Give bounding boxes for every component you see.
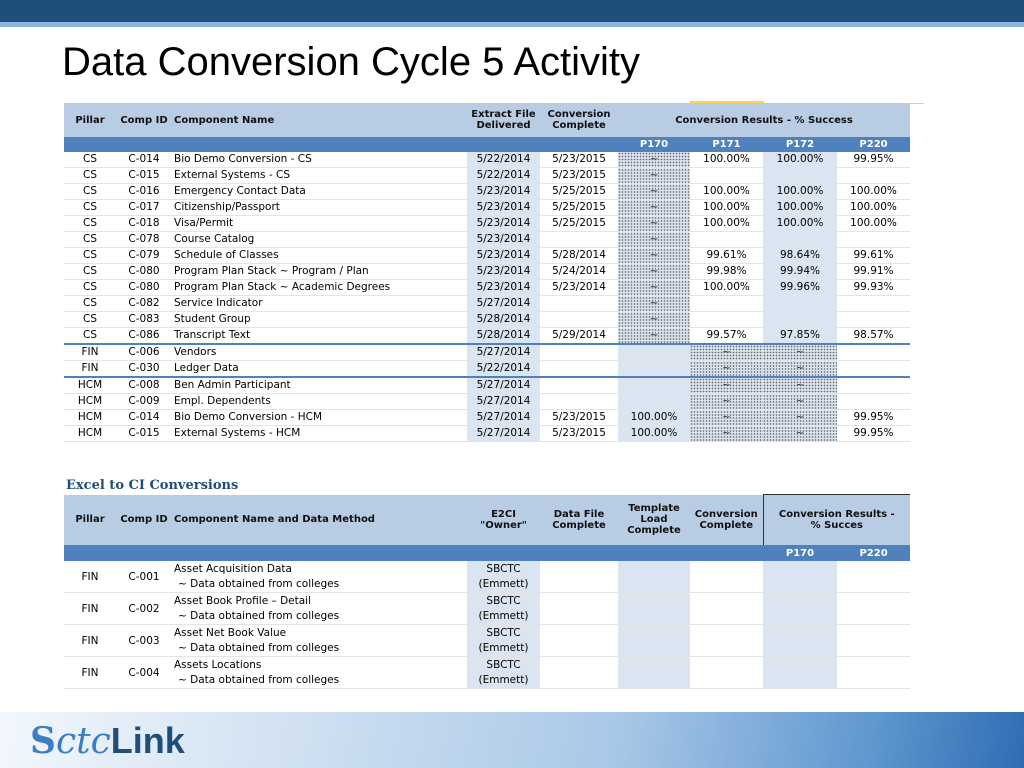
cell-pillar: FIN (64, 344, 116, 361)
cell-comp: C-014 (116, 410, 172, 426)
cell-p220: 99.95% (837, 410, 910, 426)
cell-conversion: 5/25/2015 (540, 216, 618, 232)
table-edge-line (908, 103, 924, 104)
table-row (64, 344, 910, 361)
cell-conversion (540, 312, 618, 328)
cell-p171: 100.00% (690, 200, 763, 216)
data-method: ~ Data obtained from colleges (178, 673, 340, 686)
col-header-owner: E2CI "Owner" (467, 495, 540, 546)
cell-comp: C-002 (116, 593, 172, 625)
cell-owner: SBCTC (Emmett) (467, 625, 540, 657)
cell-p170: ~ (618, 152, 690, 168)
cell-conversion: 5/23/2015 (540, 152, 618, 168)
cell-extract: 5/27/2014 (467, 344, 540, 361)
cell-conversion: 5/23/2015 (540, 426, 618, 442)
cell-p220 (837, 377, 910, 394)
cell-p172 (763, 168, 837, 184)
cell-p170: ~ (618, 312, 690, 328)
cell-p172: 100.00% (763, 184, 837, 200)
cell-extract: 5/23/2014 (467, 216, 540, 232)
cell-pillar: HCM (64, 377, 116, 394)
cell-p220: 98.57% (837, 328, 910, 345)
cell-p220 (837, 344, 910, 361)
cell-p172: 99.94% (763, 264, 837, 280)
cell-conversion (540, 361, 618, 378)
cell-extract: 5/27/2014 (467, 426, 540, 442)
cell-name: Bio Demo Conversion - CS (172, 152, 467, 168)
cell-p170: ~ (618, 232, 690, 248)
cell-p220 (837, 394, 910, 410)
cell-p171: ~ (690, 394, 763, 410)
cell-conversion: 5/23/2015 (540, 410, 618, 426)
table-row (64, 296, 910, 312)
excel-to-ci-table (64, 477, 910, 689)
cell-conversion (540, 377, 618, 394)
cell-p170: ~ (618, 184, 690, 200)
cell-data-file (540, 625, 618, 657)
cell-name: Course Catalog (172, 232, 467, 248)
cell-pillar: CS (64, 280, 116, 296)
cell-name: Citizenship/Passport (172, 200, 467, 216)
col-header-extract-file: Extract File Delivered (467, 103, 540, 137)
cell-p170 (763, 593, 837, 625)
cell-conversion: 5/24/2014 (540, 264, 618, 280)
cell-comp: C-079 (116, 248, 172, 264)
cell-p171 (690, 232, 763, 248)
cell-comp: C-030 (116, 361, 172, 378)
cell-pillar: CS (64, 248, 116, 264)
cell-template-load (618, 657, 690, 689)
cell-p172: ~ (763, 377, 837, 394)
cell-comp: C-008 (116, 377, 172, 394)
col-header-pillar: Pillar (64, 495, 116, 546)
cell-comp: C-083 (116, 312, 172, 328)
cell-name: External Systems - HCM (172, 426, 467, 442)
table-row (64, 200, 910, 216)
cell-p220 (837, 168, 910, 184)
cell-owner: SBCTC (Emmett) (467, 657, 540, 689)
component-name: Asset Book Profile – Detail (174, 594, 312, 607)
cell-p170: ~ (618, 280, 690, 296)
cell-name: Empl. Dependents (172, 394, 467, 410)
cell-p220: 99.95% (837, 152, 910, 168)
cell-name: Emergency Contact Data (172, 184, 467, 200)
slide-title: Data Conversion Cycle 5 Activity (62, 40, 641, 84)
cell-p171: ~ (690, 344, 763, 361)
cell-name: Program Plan Stack ~ Academic Degrees (172, 280, 467, 296)
cell-p170 (763, 625, 837, 657)
cell-data-file (540, 561, 618, 593)
cell-comp: C-080 (116, 264, 172, 280)
cell-pillar: FIN (64, 361, 116, 378)
cell-p170 (618, 344, 690, 361)
table-row (64, 361, 910, 378)
cell-pillar: FIN (64, 625, 116, 657)
header-band (64, 137, 618, 152)
cell-p220: 99.61% (837, 248, 910, 264)
cell-p170: ~ (618, 328, 690, 345)
cell-p220 (837, 296, 910, 312)
cell-name: Service Indicator (172, 296, 467, 312)
col-header-component-method: Component Name and Data Method (172, 495, 467, 546)
cell-name: Transcript Text (172, 328, 467, 345)
cell-conversion (690, 593, 763, 625)
cell-comp: C-078 (116, 232, 172, 248)
cell-p170: ~ (618, 216, 690, 232)
cell-name: Bio Demo Conversion - HCM (172, 410, 467, 426)
cell-comp: C-082 (116, 296, 172, 312)
cell-comp: C-014 (116, 152, 172, 168)
logo-text-link: Link (110, 720, 185, 761)
cell-conversion (540, 232, 618, 248)
cell-name: Vendors (172, 344, 467, 361)
col-header-pillar: Pillar (64, 103, 116, 137)
cell-p220 (837, 657, 910, 689)
cell-pillar: FIN (64, 561, 116, 593)
ctclink-logo (30, 720, 185, 762)
period-header: P171 (690, 137, 763, 152)
cell-p172: 100.00% (763, 216, 837, 232)
cell-comp: C-017 (116, 200, 172, 216)
table-row (64, 410, 910, 426)
cell-p220 (837, 593, 910, 625)
data-method: ~ Data obtained from colleges (178, 609, 340, 622)
cell-p172: ~ (763, 394, 837, 410)
cell-p170: ~ (618, 200, 690, 216)
header-band (64, 545, 763, 561)
cell-p171: 100.00% (690, 184, 763, 200)
cell-name: Visa/Permit (172, 216, 467, 232)
cell-comp: C-016 (116, 184, 172, 200)
cell-conversion: 5/29/2014 (540, 328, 618, 345)
cell-pillar: CS (64, 200, 116, 216)
cell-name (172, 625, 467, 657)
cell-pillar: CS (64, 216, 116, 232)
data-method: ~ Data obtained from colleges (178, 641, 340, 654)
cell-comp: C-018 (116, 216, 172, 232)
cell-pillar: CS (64, 296, 116, 312)
table-row (64, 216, 910, 232)
table-row (64, 264, 910, 280)
table-row (64, 377, 910, 394)
cell-name: Program Plan Stack ~ Program / Plan (172, 264, 467, 280)
cell-name: Ledger Data (172, 361, 467, 378)
logo-text-ctc: ctc (56, 721, 111, 762)
cell-p171: 99.98% (690, 264, 763, 280)
cell-p220 (837, 561, 910, 593)
cell-template-load (618, 561, 690, 593)
cell-conversion: 5/25/2015 (540, 200, 618, 216)
table-row (64, 561, 910, 593)
cell-p170 (618, 394, 690, 410)
cell-extract: 5/27/2014 (467, 394, 540, 410)
cell-p220 (837, 625, 910, 657)
cell-template-load (618, 593, 690, 625)
table-row (64, 657, 910, 689)
cell-name: Schedule of Classes (172, 248, 467, 264)
cell-p170: ~ (618, 168, 690, 184)
cell-p220: 100.00% (837, 216, 910, 232)
cell-comp: C-015 (116, 168, 172, 184)
cell-comp: C-006 (116, 344, 172, 361)
cell-extract: 5/23/2014 (467, 264, 540, 280)
cell-p170 (618, 377, 690, 394)
component-name: Assets Locations (174, 658, 262, 671)
top-bar (0, 0, 1024, 22)
cell-comp: C-009 (116, 394, 172, 410)
cell-p172 (763, 232, 837, 248)
table-row (64, 248, 910, 264)
cell-comp: C-001 (116, 561, 172, 593)
cell-p220: 99.95% (837, 426, 910, 442)
cell-name: Student Group (172, 312, 467, 328)
cell-conversion (540, 394, 618, 410)
cell-p171: 99.61% (690, 248, 763, 264)
cell-template-load (618, 625, 690, 657)
cell-name (172, 657, 467, 689)
cell-extract: 5/22/2014 (467, 361, 540, 378)
col-header-data-file: Data File Complete (540, 495, 618, 546)
cell-p172: ~ (763, 344, 837, 361)
cell-p171 (690, 296, 763, 312)
cell-p220: 100.00% (837, 184, 910, 200)
cell-name: Ben Admin Participant (172, 377, 467, 394)
cell-p220: 100.00% (837, 200, 910, 216)
cell-p171: 99.57% (690, 328, 763, 345)
cell-comp: C-003 (116, 625, 172, 657)
cell-conversion (690, 625, 763, 657)
top-bar-stripe (0, 22, 1024, 27)
col-header-conversion-results: Conversion Results - % Succes (763, 495, 910, 546)
cell-p171: ~ (690, 361, 763, 378)
cell-p170: ~ (618, 296, 690, 312)
col-header-conversion-complete: Conversion Complete (690, 495, 763, 546)
cell-comp: C-080 (116, 280, 172, 296)
cell-conversion: 5/23/2015 (540, 168, 618, 184)
period-header: P172 (763, 137, 837, 152)
cell-pillar: CS (64, 264, 116, 280)
col-header-component-name: Component Name (172, 103, 467, 137)
cell-conversion: 5/25/2015 (540, 184, 618, 200)
conversion-results-table (64, 103, 910, 442)
cell-owner: SBCTC (Emmett) (467, 561, 540, 593)
cell-p171: 100.00% (690, 152, 763, 168)
col-header-template-load: Template Load Complete (618, 495, 690, 546)
cell-p170: ~ (618, 264, 690, 280)
period-header: P170 (618, 137, 690, 152)
cell-p171: 100.00% (690, 280, 763, 296)
table-row (64, 152, 910, 168)
cell-name (172, 561, 467, 593)
cell-extract: 5/28/2014 (467, 312, 540, 328)
logo-mark-icon: S (30, 720, 56, 762)
cell-conversion (690, 657, 763, 689)
table-row (64, 593, 910, 625)
cell-conversion: 5/23/2014 (540, 280, 618, 296)
col-header-conversion-results: Conversion Results - % Success (618, 103, 910, 137)
table-row (64, 312, 910, 328)
col-header-comp-id: Comp ID (116, 103, 172, 137)
cell-conversion: 5/28/2014 (540, 248, 618, 264)
cell-pillar: FIN (64, 657, 116, 689)
component-name: Asset Net Book Value (174, 626, 287, 639)
cell-p171 (690, 312, 763, 328)
data-method: ~ Data obtained from colleges (178, 577, 340, 590)
cell-name (172, 593, 467, 625)
cell-conversion (540, 344, 618, 361)
cell-extract: 5/28/2014 (467, 328, 540, 345)
cell-extract: 5/23/2014 (467, 248, 540, 264)
component-name: Asset Acquisition Data (174, 562, 292, 575)
cell-comp: C-086 (116, 328, 172, 345)
cell-p170: ~ (618, 248, 690, 264)
cell-extract: 5/23/2014 (467, 184, 540, 200)
cell-pillar: HCM (64, 426, 116, 442)
cell-p172: 99.96% (763, 280, 837, 296)
cell-p172: ~ (763, 426, 837, 442)
cell-pillar: CS (64, 328, 116, 345)
period-header: P220 (837, 137, 910, 152)
cell-pillar: CS (64, 168, 116, 184)
cell-owner: SBCTC (Emmett) (467, 593, 540, 625)
cell-extract: 5/23/2014 (467, 280, 540, 296)
cell-extract: 5/27/2014 (467, 377, 540, 394)
cell-p170: 100.00% (618, 426, 690, 442)
cell-extract: 5/23/2014 (467, 232, 540, 248)
cell-pillar: CS (64, 152, 116, 168)
cell-p170 (618, 361, 690, 378)
cell-p172: 100.00% (763, 200, 837, 216)
cell-p220 (837, 312, 910, 328)
table-row (64, 280, 910, 296)
cell-p171: ~ (690, 426, 763, 442)
cell-pillar: CS (64, 312, 116, 328)
cell-comp: C-015 (116, 426, 172, 442)
table-row (64, 168, 910, 184)
cell-pillar: HCM (64, 410, 116, 426)
cell-p170: 100.00% (618, 410, 690, 426)
cell-p171 (690, 168, 763, 184)
cell-p172: 97.85% (763, 328, 837, 345)
period-header: P170 (763, 545, 837, 561)
table-row (64, 184, 910, 200)
cell-p170 (763, 657, 837, 689)
cell-extract: 5/22/2014 (467, 168, 540, 184)
cell-pillar: FIN (64, 593, 116, 625)
cell-p170 (763, 561, 837, 593)
cell-p172 (763, 296, 837, 312)
table-row (64, 625, 910, 657)
cell-p220 (837, 232, 910, 248)
cell-p171: ~ (690, 410, 763, 426)
table-row (64, 394, 910, 410)
cell-p220 (837, 361, 910, 378)
cell-pillar: HCM (64, 394, 116, 410)
cell-data-file (540, 593, 618, 625)
table-row (64, 426, 910, 442)
cell-p171: ~ (690, 377, 763, 394)
period-header: P220 (837, 545, 910, 561)
cell-conversion (690, 561, 763, 593)
cell-conversion (540, 296, 618, 312)
col-header-comp-id: Comp ID (116, 495, 172, 546)
cell-data-file (540, 657, 618, 689)
table-caption: Excel to CI Conversions (64, 477, 910, 495)
cell-p220: 99.93% (837, 280, 910, 296)
cell-p172: 98.64% (763, 248, 837, 264)
cell-p172: ~ (763, 410, 837, 426)
cell-extract: 5/27/2014 (467, 410, 540, 426)
col-header-conversion-complete: Conversion Complete (540, 103, 618, 137)
cell-p172: ~ (763, 361, 837, 378)
cell-p172: 100.00% (763, 152, 837, 168)
table-row (64, 328, 910, 345)
cell-extract: 5/22/2014 (467, 152, 540, 168)
cell-p171: 100.00% (690, 216, 763, 232)
cell-pillar: CS (64, 184, 116, 200)
cell-pillar: CS (64, 232, 116, 248)
cell-name: External Systems - CS (172, 168, 467, 184)
cell-extract: 5/27/2014 (467, 296, 540, 312)
cell-p172 (763, 312, 837, 328)
cell-extract: 5/23/2014 (467, 200, 540, 216)
cell-comp: C-004 (116, 657, 172, 689)
table-row (64, 232, 910, 248)
cell-p220: 99.91% (837, 264, 910, 280)
